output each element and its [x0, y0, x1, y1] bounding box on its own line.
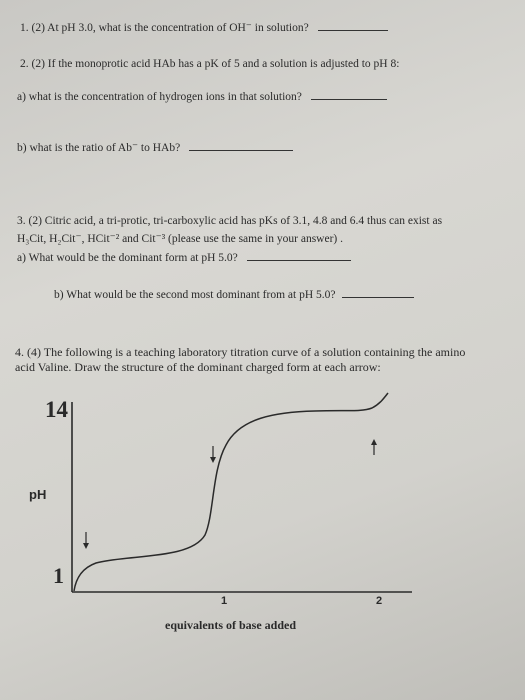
- question-3a: a) What would be the dominant form at pH 5.0?: [17, 250, 351, 265]
- y-axis-top-label: 14: [45, 397, 68, 422]
- question-3-line2: H₃Cit, H₂Cit⁻, HCit⁻² and Cit⁻³ (please use the same in your answer) .: [17, 233, 344, 245]
- x-tick-1: 1: [221, 595, 228, 607]
- question-2a: a) what is the concentration of hydrogen ions in that solution?: [17, 89, 387, 104]
- question-3b: b) What would be the second most dominant from at pH 5.0?: [54, 287, 414, 302]
- x-tick-2: 2: [376, 595, 383, 607]
- x-axis-title: equivalents of base added: [165, 618, 297, 632]
- arrow-down-middle: [210, 446, 216, 463]
- titration-curve: [74, 393, 388, 591]
- question-2: 2. (2) If the monoprotic acid HAb has a pK of 5 and a solution is adjusted to pH 8:: [20, 58, 400, 70]
- arrow-down-left: [83, 532, 89, 549]
- arrow-up-right: [371, 439, 377, 455]
- question-2b: b) what is the ratio of Ab⁻ to HAb?: [17, 140, 293, 155]
- y-axis-bottom-label: 1: [53, 563, 64, 588]
- y-axis-title: pH: [29, 487, 47, 502]
- question-4-line1: 4. (4) The following is a teaching laboratory titration curve of a solution containing the amino: [15, 345, 466, 359]
- question-3-line1: 3. (2) Citric acid, a tri-protic, tri-carboxylic acid has pKs of 3.1, 4.8 and 6.4 thus can exist as: [17, 215, 443, 227]
- question-4-line2: acid Valine. Draw the structure of the dominant charged form at each arrow:: [15, 360, 381, 374]
- question-1: 1. (2) At pH 3.0, what is the concentration of OH⁻ in solution?: [20, 20, 388, 35]
